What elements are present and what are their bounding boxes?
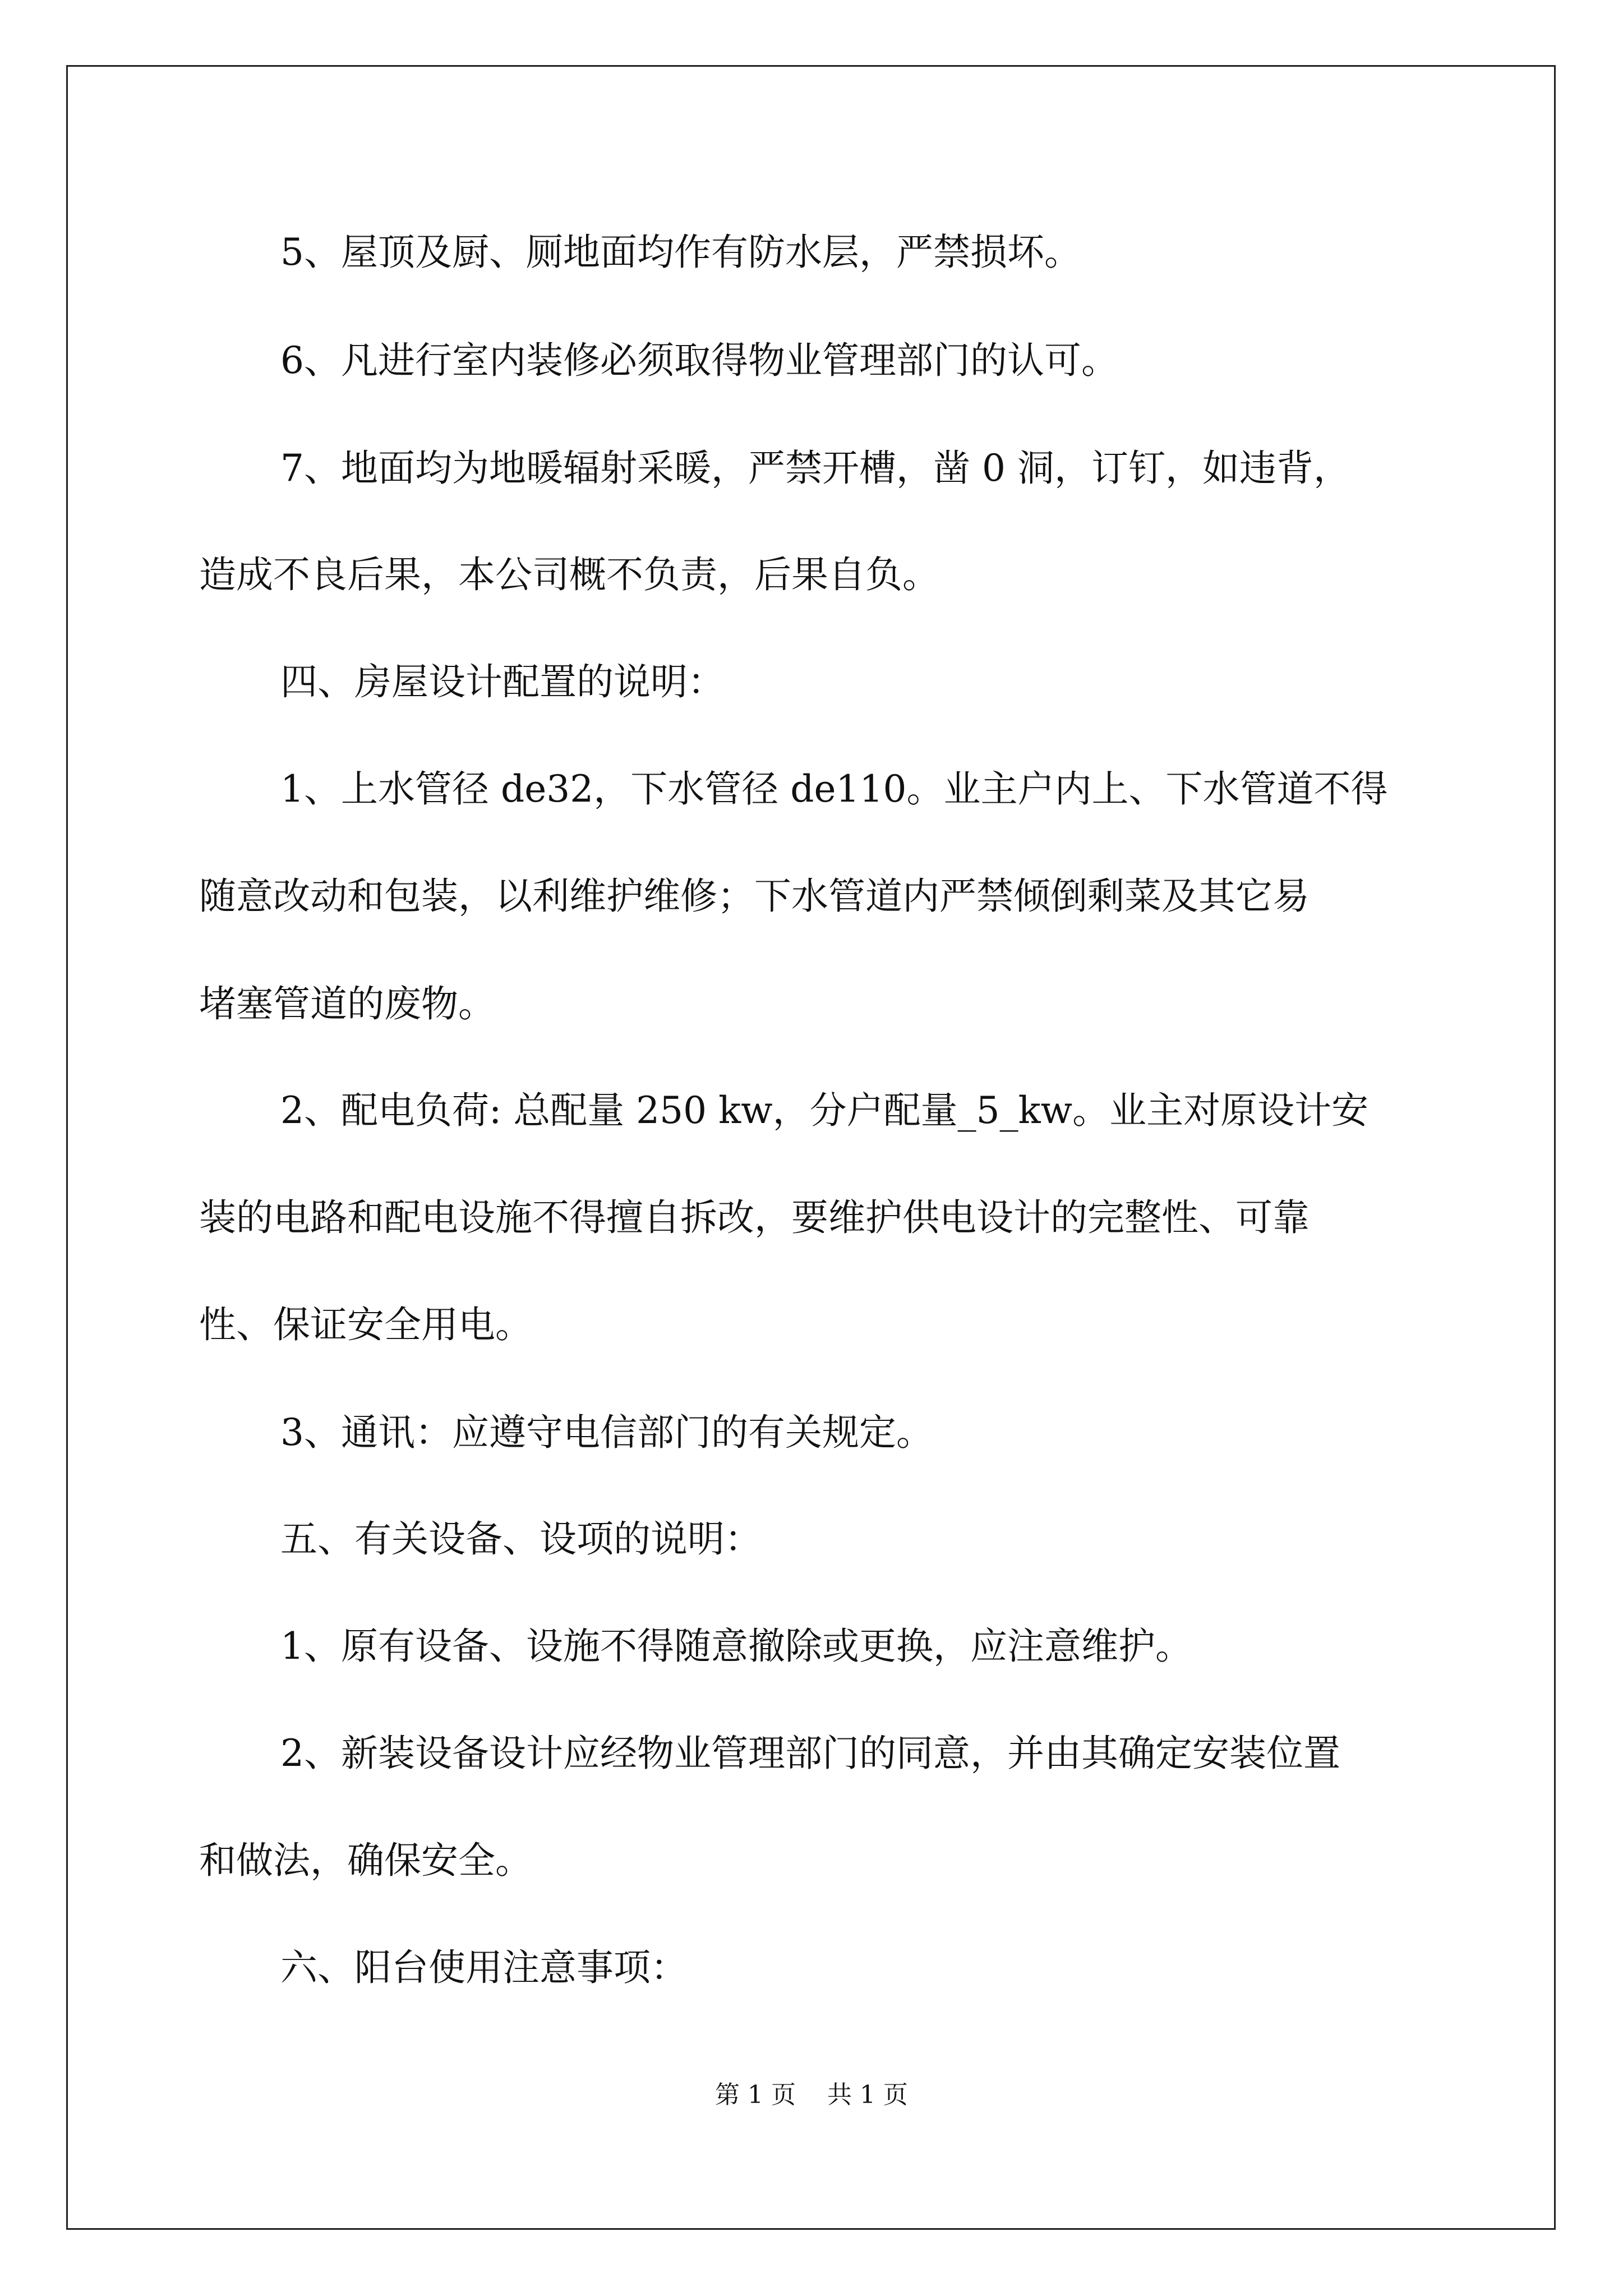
text-line: 性、保证安全用电。	[199, 1303, 532, 1346]
page-border	[66, 65, 1556, 2230]
section-heading: 四、房屋设计配置的说明：	[280, 660, 725, 703]
text-line: 堵塞管道的废物。	[199, 982, 495, 1025]
section-heading: 六、阳台使用注意事项：	[280, 1946, 688, 1989]
text-line: 装的电路和配电设施不得擅自拆改，要维护供电设计的完整性、可靠	[199, 1196, 1310, 1239]
text-line: 7、地面均为地暖辐射采暖，严禁开槽，凿 0 洞，订钉，如违背，	[280, 447, 1350, 490]
text-line: 2、新装设备设计应经物业管理部门的同意，并由其确定安装位置	[280, 1732, 1340, 1775]
section-heading: 五、有关设备、设项的说明：	[280, 1517, 762, 1561]
text-line: 6、凡进行室内装修必须取得物业管理部门的认可。	[280, 339, 1118, 382]
text-line: 3、通讯：应遵守电信部门的有关规定。	[280, 1411, 933, 1454]
text-line: 2、配电负荷: 总配量 250 kw，分户配量_5_kw。业主对原设计安	[280, 1089, 1369, 1132]
text-line: 和做法，确保安全。	[199, 1839, 532, 1882]
text-line: 随意改动和包装，以利维护维修；下水管道内严禁倾倒剩菜及其它易	[199, 875, 1310, 918]
page-number-footer: 第 1 页 共 1 页	[715, 2081, 908, 2109]
text-line: 1、原有设备、设施不得随意撤除或更换，应注意维护。	[280, 1625, 1192, 1668]
text-line: 1、上水管径 de32，下水管径 de110。业主户内上、下水管道不得	[280, 767, 1388, 811]
text-line: 5、屋顶及厨、厕地面均作有防水层，严禁损坏。	[280, 231, 1081, 274]
text-line: 造成不良后果，本公司概不负责，后果自负。	[199, 553, 939, 596]
